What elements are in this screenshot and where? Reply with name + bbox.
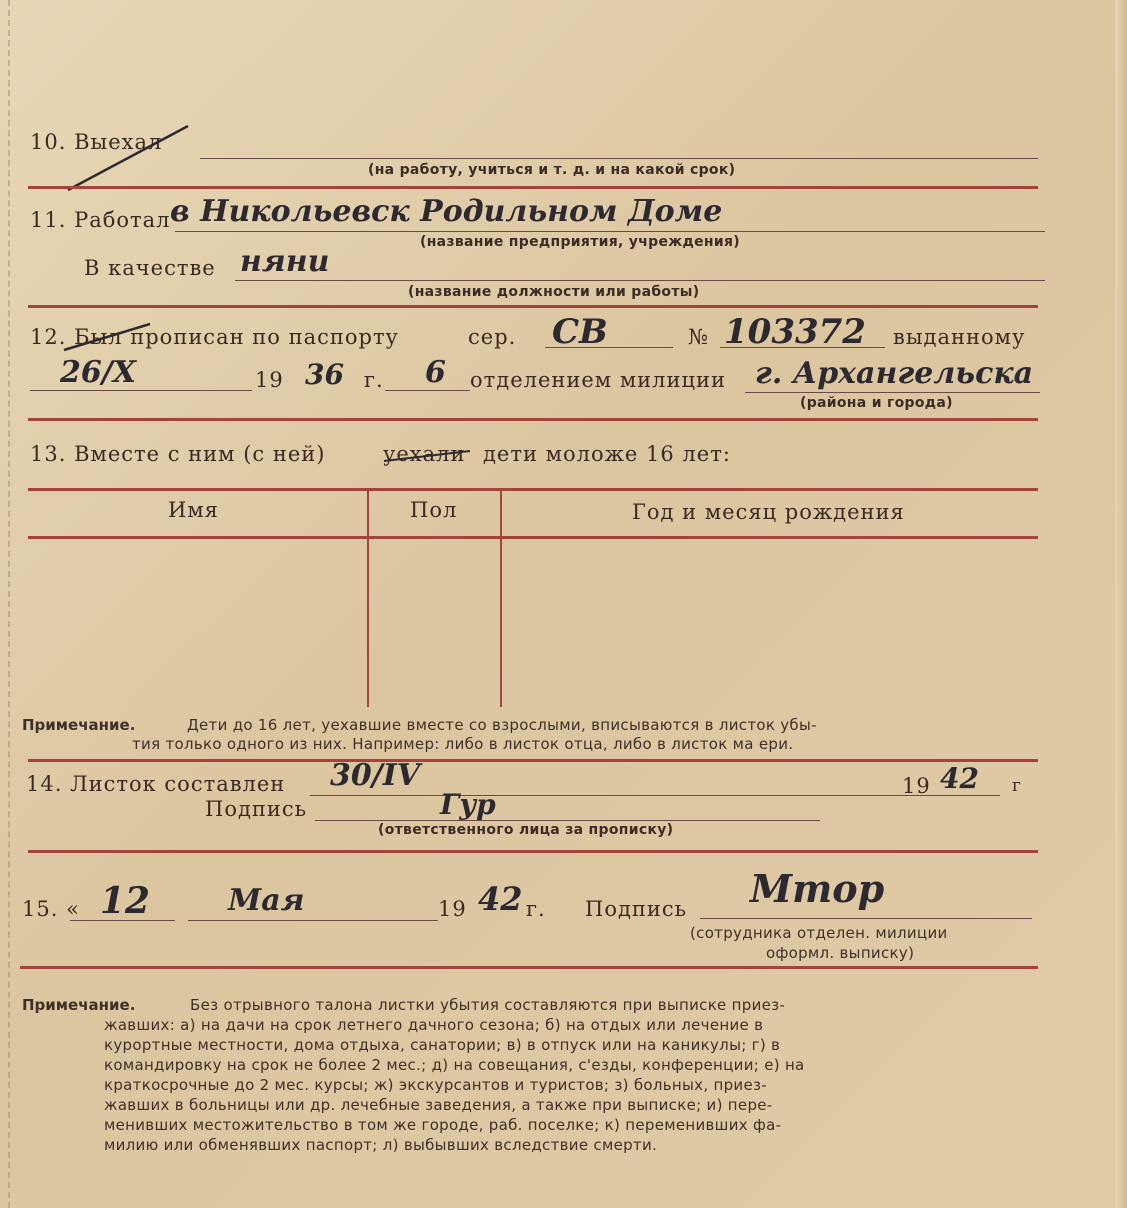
field-11-value: в Никольевск Родильном Доме — [170, 194, 723, 229]
dept-line — [385, 390, 470, 391]
col-birth: Год и месяц рождения — [632, 500, 905, 524]
number-value: 103372 — [724, 312, 866, 352]
year-prefix: 19 — [438, 897, 467, 921]
year-suffix: 42 — [940, 762, 979, 795]
signature-mark: Гур — [440, 788, 496, 821]
series-label: сер. — [468, 325, 517, 349]
table-header-rule — [28, 536, 1038, 539]
field-14-date: 30/IV — [330, 758, 421, 793]
signature-label: Подпись — [205, 797, 308, 821]
city-value: г. Архангельска — [755, 356, 1034, 391]
table-col-divider — [500, 489, 502, 707]
field-13-struck-word: уехали — [383, 442, 466, 466]
field-14-label: 14. Листок составлен — [26, 772, 286, 796]
note-2-line: милию или обменявших паспорт; л) выбывших вследствие смерти. — [104, 1136, 658, 1154]
month-line — [188, 920, 438, 921]
year-prefix: 19 — [902, 774, 931, 798]
note-2-line: Без отрывного талона листки убытия составляются при выписке приез- — [190, 996, 786, 1014]
note-2-line: командировку на срок не более 2 мес.; д) на совещания, с'езды, конференции; е) на — [104, 1056, 805, 1074]
issue-day-value: 26/X — [60, 355, 136, 390]
series-line — [545, 347, 673, 348]
col-name: Имя — [168, 498, 219, 522]
number-line — [720, 347, 885, 348]
divider — [28, 305, 1038, 308]
note-2-line: менивших местожительство в том же городе, раб. поселке; к) переменивших фа- — [104, 1116, 782, 1134]
divider — [28, 850, 1038, 853]
field-10-line — [200, 158, 1038, 159]
divider — [20, 966, 1038, 969]
year-unit: г. — [364, 368, 384, 392]
field-11-label: 11. Работал — [30, 208, 171, 232]
note-1-head: Примечание. — [22, 716, 136, 734]
field-11-line — [175, 231, 1045, 232]
perforation-edge — [8, 0, 12, 1208]
divider — [28, 759, 1038, 762]
signature-line — [700, 918, 1032, 919]
signature-caption: оформл. выписку) — [766, 944, 915, 962]
day-line — [70, 920, 175, 921]
year-prefix: 19 — [255, 368, 284, 392]
signature-mark: Мтор — [750, 866, 885, 911]
field-10-label: 10. Выехал — [30, 130, 163, 154]
position-caption: (название должности или работы) — [408, 284, 700, 300]
field-15-label: 15. « — [22, 897, 80, 921]
field-13-label-end: дети моложе 16 лет: — [483, 442, 731, 466]
year-unit: г. — [526, 897, 546, 921]
dept-label: отделением милиции — [470, 368, 726, 392]
signature-caption: (ответственного лица за прописку) — [378, 822, 674, 838]
signature-caption: (сотрудника отделен. милиции — [690, 924, 948, 942]
table-col-divider — [367, 489, 369, 707]
divider — [28, 186, 1038, 189]
strike-mark — [60, 318, 155, 358]
year-suffix: 36 — [305, 358, 344, 391]
note-2-line: жавших: а) на дачи на срок летнего дачного сезона; б) на отдых или лечение в — [104, 1016, 764, 1034]
year-line — [900, 795, 1000, 796]
note-2-head: Примечание. — [22, 996, 136, 1014]
issue-day-line — [30, 390, 252, 391]
divider — [28, 418, 1038, 421]
issued-label: выданному — [893, 325, 1026, 349]
strike-mark — [380, 445, 475, 465]
note-2-line: краткосрочные до 2 мес. курсы; ж) экскурсантов и туристов; з) больных, приез- — [104, 1076, 767, 1094]
signature-line — [315, 820, 820, 821]
field-13-label: 13. Вместе с ним (с ней) — [30, 442, 326, 466]
signature-label: Подпись — [585, 897, 688, 921]
position-value: няни — [240, 244, 330, 279]
position-line — [235, 280, 1045, 281]
number-label: № — [688, 325, 709, 349]
note-2-line: курортные местности, дома отдыха, санатории; в) в отпуск или на каникулы; г) в — [104, 1036, 781, 1054]
year-suffix: 42 — [478, 880, 523, 918]
note-1-line: Дети до 16 лет, уехавшие вместе со взрослыми, вписываются в листок убы- — [187, 716, 817, 734]
note-2-line: жавших в больницы или др. лечебные заведения, а также при выписке; и) пере- — [104, 1096, 773, 1114]
field-15-day: 12 — [100, 880, 151, 922]
field-12-label: 12. Был прописан по паспорту — [30, 325, 399, 349]
series-value: СВ — [552, 312, 608, 352]
note-1-line: тия только одного из них. Например: либо в листок отца, либо в листок ма ери. — [132, 735, 794, 753]
city-caption: (района и города) — [800, 395, 953, 411]
field-10-caption: (на работу, учиться и т. д. и на какой срок) — [368, 162, 736, 178]
field-11-caption: (название предприятия, учреждения) — [420, 234, 740, 250]
dept-number: 6 — [425, 355, 446, 390]
table-top-rule — [28, 488, 1038, 491]
city-line — [745, 392, 1040, 393]
year-unit: г — [1012, 776, 1022, 796]
field-14-line — [310, 795, 900, 796]
field-15-month: Мая — [228, 883, 305, 918]
col-sex: Пол — [410, 498, 458, 522]
position-label: В качестве — [84, 256, 216, 280]
sheet-edge — [1115, 0, 1127, 1208]
